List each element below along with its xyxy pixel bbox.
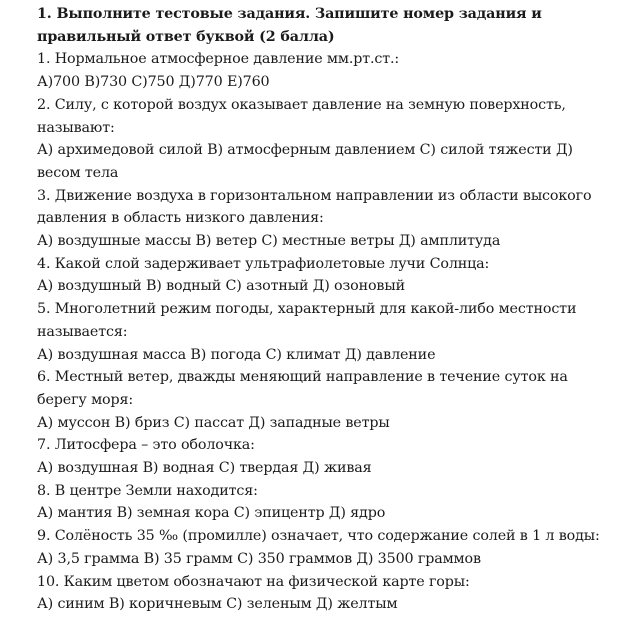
question-text: 10. Каким цветом обозначают на физической карте горы:: [37, 573, 470, 590]
task-heading-line-2: правильный ответ буквой (2 балла): [37, 28, 335, 45]
question-item: [37, 525, 613, 570]
question-text: называется:: [37, 323, 128, 340]
question-item: [37, 366, 613, 434]
question-item: [37, 434, 613, 479]
question-item: [37, 480, 613, 525]
answer-options: А) архимедовой силой В) атмосферным давлением С) силой тяжести Д): [37, 142, 573, 159]
task-heading-line-1: 1. Выполните тестовые задания. Запишите номер задания и: [37, 6, 542, 22]
question-item: [37, 571, 613, 616]
question-item: [37, 48, 613, 93]
answer-options: А) воздушные массы В) ветер С) местные ветры Д) амплитуда: [37, 233, 501, 250]
question-item: [37, 185, 613, 253]
question-text: 6. Местный ветер, дважды меняющий направление в течение суток на: [37, 369, 568, 386]
answer-options: А) 3,5 грамма В) 35 грамм С) 350 граммов Д) 3500 граммов: [37, 550, 481, 567]
question-text: давления в область низкого давления:: [37, 210, 324, 227]
question-item: [37, 298, 613, 366]
answer-options: А) мантия В) земная кора С) эпицентр Д) ядро: [37, 505, 386, 522]
question-list: [37, 48, 613, 616]
answer-options: А) муссон В) бриз С) пассат Д) западные ветры: [37, 414, 390, 431]
question-text: 2. Силу, с которой воздух оказывает давление на земную поверхность,: [37, 96, 566, 113]
test-document: [37, 3, 613, 616]
question-text: берегу моря:: [37, 391, 134, 408]
answer-options: А) синим В) коричневым С) зеленым Д) желтым: [37, 596, 398, 613]
question-text: 8. В центре Земли находится:: [37, 482, 258, 499]
question-text: 1. Нормальное атмосферное давление мм.рт.ст.:: [37, 51, 400, 68]
question-item: [37, 253, 613, 298]
question-item: [37, 94, 613, 185]
question-text: 5. Многолетний режим погоды, характерный для какой-либо местности: [37, 301, 577, 318]
question-text: 3. Движение воздуха в горизонтальном направлении из области высокого: [37, 187, 592, 204]
question-text: 4. Какой слой задерживает ультрафиолетовые лучи Солнца:: [37, 255, 490, 272]
answer-options: весом тела: [37, 164, 119, 181]
answer-options: А) воздушный В) водный С) азотный Д) озоновый: [37, 278, 405, 295]
question-text: 7. Литосфера – это оболочка:: [37, 437, 255, 454]
question-text: называют:: [37, 119, 115, 136]
question-text: 9. Солёность 35 ‰ (промилле) означает, что содержание солей в 1 л воды:: [37, 528, 600, 545]
answer-options: А)700 В)730 С)750 Д)770 Е)760: [37, 74, 270, 91]
answer-options: А) воздушная масса В) погода С) климат Д) давление: [37, 346, 436, 363]
answer-options: А) воздушная В) водная С) твердая Д) живая: [37, 460, 372, 477]
